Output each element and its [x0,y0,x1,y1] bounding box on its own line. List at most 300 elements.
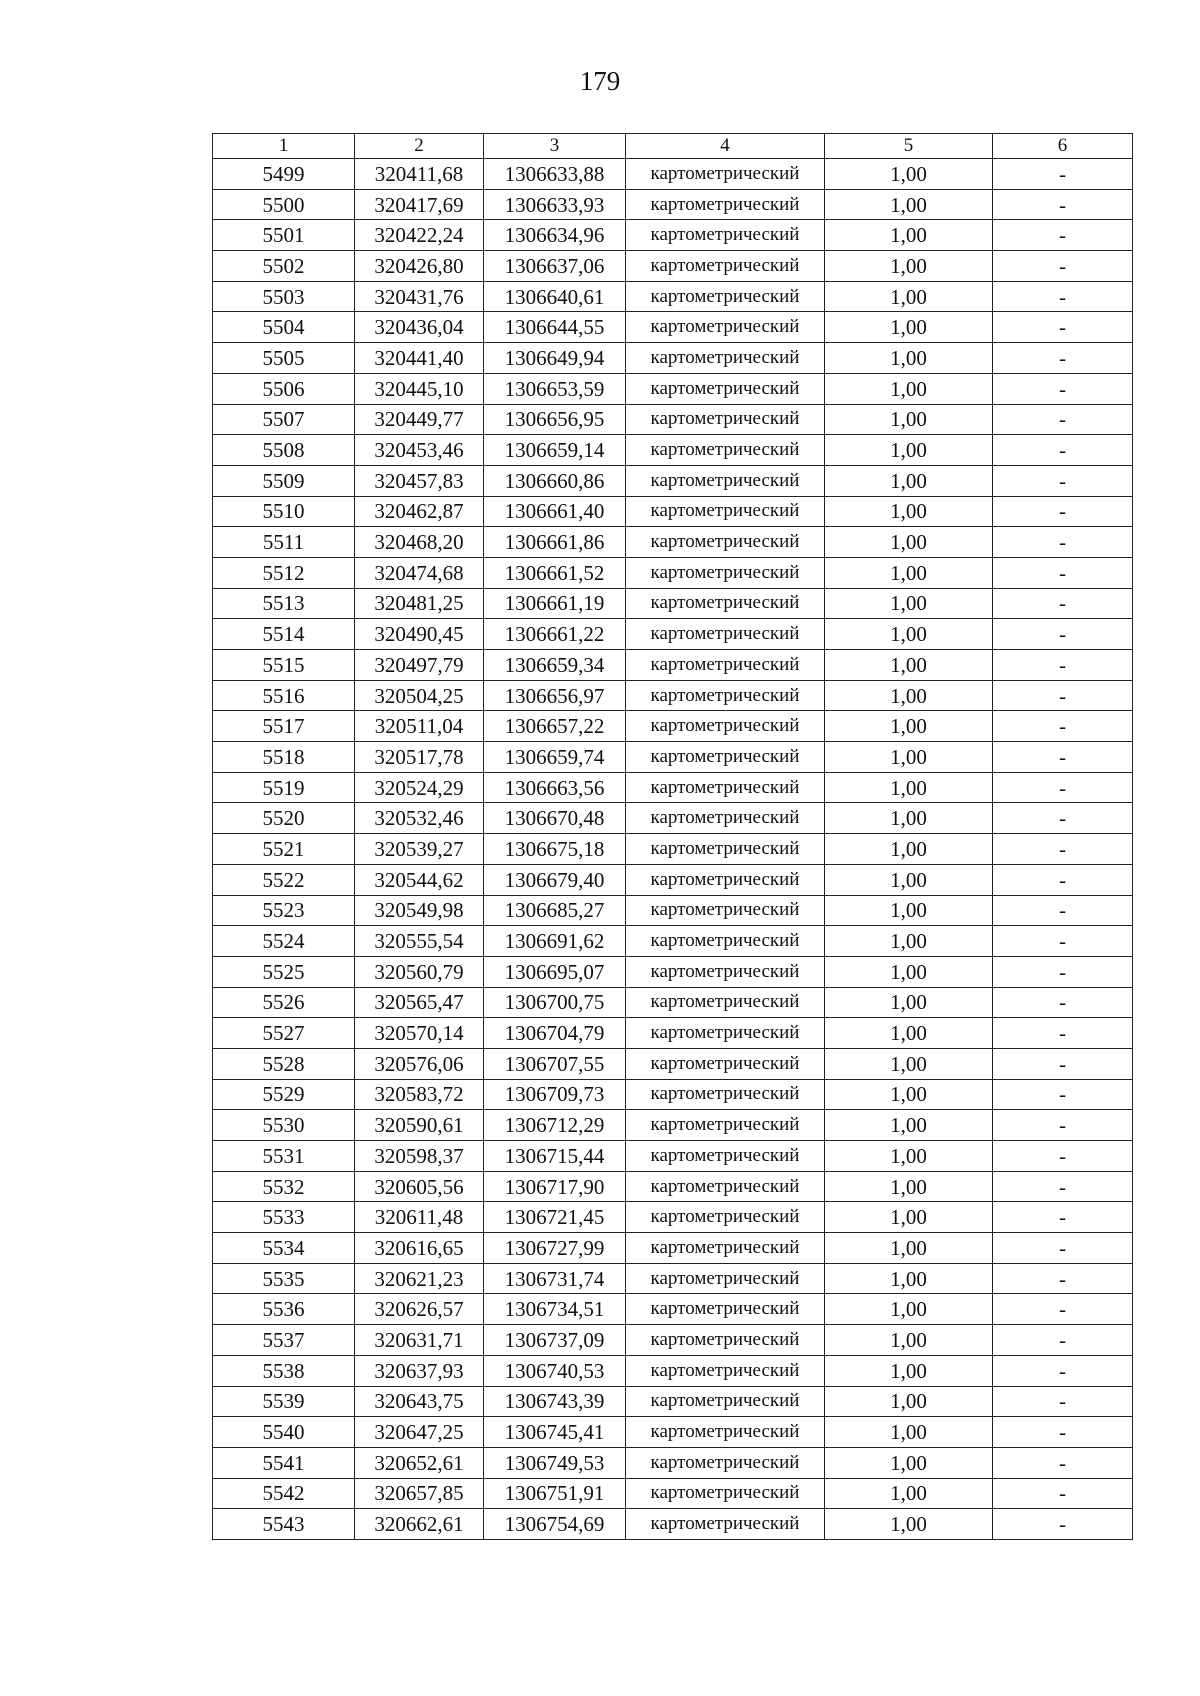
method-cell: картометрический [626,1018,825,1049]
accuracy-cell: 1,00 [825,895,993,926]
table-row [213,527,1133,558]
accuracy-cell: 1,00 [825,1263,993,1294]
method-cell: картометрический [626,435,825,466]
note-cell: - [993,312,1133,343]
table-row [213,926,1133,957]
table-row [213,1447,1133,1478]
table-row [213,895,1133,926]
method-cell: картометрический [626,711,825,742]
point-number-cell: 5529 [213,1079,355,1110]
accuracy-cell: 1,00 [825,343,993,374]
y-coordinate-cell: 1306633,88 [484,159,626,190]
point-number-cell: 5506 [213,373,355,404]
x-coordinate-cell: 320560,79 [355,956,484,987]
table-row [213,404,1133,435]
note-cell: - [993,1233,1133,1264]
point-number-cell: 5517 [213,711,355,742]
note-cell: - [993,619,1133,650]
accuracy-cell: 1,00 [825,404,993,435]
column-header: 2 [355,134,484,159]
y-coordinate-cell: 1306661,40 [484,496,626,527]
note-cell: - [993,159,1133,190]
x-coordinate-cell: 320445,10 [355,373,484,404]
accuracy-cell: 1,00 [825,619,993,650]
accuracy-cell: 1,00 [825,1202,993,1233]
point-number-cell: 5499 [213,159,355,190]
y-coordinate-cell: 1306661,19 [484,588,626,619]
x-coordinate-cell: 320647,25 [355,1417,484,1448]
method-cell: картометрический [626,987,825,1018]
note-cell: - [993,1263,1133,1294]
table-body [213,159,1133,1540]
x-coordinate-cell: 320605,56 [355,1171,484,1202]
accuracy-cell: 1,00 [825,864,993,895]
method-cell: картометрический [626,1233,825,1264]
point-number-cell: 5505 [213,343,355,374]
x-coordinate-cell: 320426,80 [355,251,484,282]
table-row [213,1355,1133,1386]
x-coordinate-cell: 320611,48 [355,1202,484,1233]
accuracy-cell: 1,00 [825,189,993,220]
table-row [213,220,1133,251]
y-coordinate-cell: 1306709,73 [484,1079,626,1110]
note-cell: - [993,1018,1133,1049]
point-number-cell: 5519 [213,772,355,803]
y-coordinate-cell: 1306661,52 [484,557,626,588]
method-cell: картометрический [626,189,825,220]
y-coordinate-cell: 1306715,44 [484,1141,626,1172]
page-number: 179 [579,66,621,96]
x-coordinate-cell: 320616,65 [355,1233,484,1264]
accuracy-cell: 1,00 [825,1417,993,1448]
table-row [213,1141,1133,1172]
table-row [213,834,1133,865]
method-cell: картометрический [626,1079,825,1110]
y-coordinate-cell: 1306659,14 [484,435,626,466]
x-coordinate-cell: 320621,23 [355,1263,484,1294]
y-coordinate-cell: 1306731,74 [484,1263,626,1294]
point-number-cell: 5536 [213,1294,355,1325]
point-number-cell: 5518 [213,742,355,773]
method-cell: картометрический [626,588,825,619]
accuracy-cell: 1,00 [825,926,993,957]
method-cell: картометрический [626,895,825,926]
method-cell: картометрический [626,1294,825,1325]
x-coordinate-cell: 320497,79 [355,650,484,681]
column-header: 5 [825,134,993,159]
point-number-cell: 5511 [213,527,355,558]
note-cell: - [993,680,1133,711]
table-row [213,956,1133,987]
note-cell: - [993,1509,1133,1540]
table-row [213,496,1133,527]
point-number-cell: 5501 [213,220,355,251]
table-row [213,1325,1133,1356]
x-coordinate-cell: 320511,04 [355,711,484,742]
point-number-cell: 5504 [213,312,355,343]
note-cell: - [993,926,1133,957]
point-number-cell: 5540 [213,1417,355,1448]
table-row [213,1478,1133,1509]
method-cell: картометрический [626,465,825,496]
note-cell: - [993,1079,1133,1110]
table-row [213,189,1133,220]
accuracy-cell: 1,00 [825,1171,993,1202]
y-coordinate-cell: 1306743,39 [484,1386,626,1417]
accuracy-cell: 1,00 [825,281,993,312]
point-number-cell: 5543 [213,1509,355,1540]
note-cell: - [993,435,1133,466]
method-cell: картометрический [626,1171,825,1202]
point-number-cell: 5514 [213,619,355,650]
method-cell: картометрический [626,1202,825,1233]
point-number-cell: 5515 [213,650,355,681]
x-coordinate-cell: 320637,93 [355,1355,484,1386]
table-row [213,772,1133,803]
accuracy-cell: 1,00 [825,496,993,527]
table-row [213,1509,1133,1540]
point-number-cell: 5524 [213,926,355,957]
table-row [213,1386,1133,1417]
point-number-cell: 5512 [213,557,355,588]
note-cell: - [993,557,1133,588]
method-cell: картометрический [626,1417,825,1448]
y-coordinate-cell: 1306700,75 [484,987,626,1018]
point-number-cell: 5507 [213,404,355,435]
accuracy-cell: 1,00 [825,1233,993,1264]
point-number-cell: 5541 [213,1447,355,1478]
x-coordinate-cell: 320565,47 [355,987,484,1018]
x-coordinate-cell: 320576,06 [355,1048,484,1079]
accuracy-cell: 1,00 [825,373,993,404]
y-coordinate-cell: 1306704,79 [484,1018,626,1049]
note-cell: - [993,1141,1133,1172]
y-coordinate-cell: 1306712,29 [484,1110,626,1141]
accuracy-cell: 1,00 [825,312,993,343]
x-coordinate-cell: 320555,54 [355,926,484,957]
accuracy-cell: 1,00 [825,650,993,681]
point-number-cell: 5513 [213,588,355,619]
y-coordinate-cell: 1306657,22 [484,711,626,742]
accuracy-cell: 1,00 [825,1141,993,1172]
accuracy-cell: 1,00 [825,711,993,742]
accuracy-cell: 1,00 [825,803,993,834]
note-cell: - [993,343,1133,374]
point-number-cell: 5516 [213,680,355,711]
note-cell: - [993,189,1133,220]
method-cell: картометрический [626,251,825,282]
note-cell: - [993,220,1133,251]
accuracy-cell: 1,00 [825,987,993,1018]
y-coordinate-cell: 1306695,07 [484,956,626,987]
note-cell: - [993,1478,1133,1509]
y-coordinate-cell: 1306659,34 [484,650,626,681]
y-coordinate-cell: 1306649,94 [484,343,626,374]
table-row [213,1263,1133,1294]
x-coordinate-cell: 320590,61 [355,1110,484,1141]
point-number-cell: 5534 [213,1233,355,1264]
table-row [213,159,1133,190]
x-coordinate-cell: 320532,46 [355,803,484,834]
accuracy-cell: 1,00 [825,956,993,987]
table-row [213,1110,1133,1141]
x-coordinate-cell: 320631,71 [355,1325,484,1356]
table-row [213,251,1133,282]
y-coordinate-cell: 1306656,95 [484,404,626,435]
table-row [213,1171,1133,1202]
table-row [213,1018,1133,1049]
y-coordinate-cell: 1306663,56 [484,772,626,803]
x-coordinate-cell: 320468,20 [355,527,484,558]
table-row [213,1294,1133,1325]
x-coordinate-cell: 320462,87 [355,496,484,527]
x-coordinate-cell: 320544,62 [355,864,484,895]
x-coordinate-cell: 320474,68 [355,557,484,588]
accuracy-cell: 1,00 [825,1018,993,1049]
x-coordinate-cell: 320441,40 [355,343,484,374]
column-header: 6 [993,134,1133,159]
x-coordinate-cell: 320417,69 [355,189,484,220]
note-cell: - [993,588,1133,619]
method-cell: картометрический [626,373,825,404]
table-row [213,435,1133,466]
y-coordinate-cell: 1306727,99 [484,1233,626,1264]
table-row [213,1417,1133,1448]
table-header-row [213,134,1133,159]
x-coordinate-cell: 320583,72 [355,1079,484,1110]
accuracy-cell: 1,00 [825,772,993,803]
y-coordinate-cell: 1306707,55 [484,1048,626,1079]
table-row [213,281,1133,312]
note-cell: - [993,1048,1133,1079]
y-coordinate-cell: 1306656,97 [484,680,626,711]
y-coordinate-cell: 1306754,69 [484,1509,626,1540]
point-number-cell: 5535 [213,1263,355,1294]
method-cell: картометрический [626,956,825,987]
note-cell: - [993,1171,1133,1202]
method-cell: картометрический [626,864,825,895]
table-row [213,987,1133,1018]
y-coordinate-cell: 1306740,53 [484,1355,626,1386]
method-cell: картометрический [626,834,825,865]
point-number-cell: 5509 [213,465,355,496]
note-cell: - [993,373,1133,404]
note-cell: - [993,742,1133,773]
table-row [213,803,1133,834]
point-number-cell: 5508 [213,435,355,466]
y-coordinate-cell: 1306644,55 [484,312,626,343]
accuracy-cell: 1,00 [825,1079,993,1110]
table-row [213,1202,1133,1233]
y-coordinate-cell: 1306637,06 [484,251,626,282]
table-row [213,1048,1133,1079]
table-row [213,619,1133,650]
note-cell: - [993,772,1133,803]
column-header: 3 [484,134,626,159]
y-coordinate-cell: 1306661,22 [484,619,626,650]
note-cell: - [993,650,1133,681]
y-coordinate-cell: 1306734,51 [484,1294,626,1325]
y-coordinate-cell: 1306640,61 [484,281,626,312]
method-cell: картометрический [626,803,825,834]
x-coordinate-cell: 320524,29 [355,772,484,803]
accuracy-cell: 1,00 [825,1048,993,1079]
accuracy-cell: 1,00 [825,742,993,773]
accuracy-cell: 1,00 [825,1294,993,1325]
accuracy-cell: 1,00 [825,1110,993,1141]
y-coordinate-cell: 1306751,91 [484,1478,626,1509]
point-number-cell: 5523 [213,895,355,926]
table-row [213,864,1133,895]
note-cell: - [993,1325,1133,1356]
accuracy-cell: 1,00 [825,159,993,190]
note-cell: - [993,864,1133,895]
note-cell: - [993,834,1133,865]
note-cell: - [993,1202,1133,1233]
note-cell: - [993,281,1133,312]
note-cell: - [993,1447,1133,1478]
point-number-cell: 5503 [213,281,355,312]
method-cell: картометрический [626,159,825,190]
note-cell: - [993,404,1133,435]
table-row [213,1233,1133,1264]
x-coordinate-cell: 320457,83 [355,465,484,496]
point-number-cell: 5502 [213,251,355,282]
table-row [213,711,1133,742]
point-number-cell: 5521 [213,834,355,865]
y-coordinate-cell: 1306721,45 [484,1202,626,1233]
y-coordinate-cell: 1306634,96 [484,220,626,251]
y-coordinate-cell: 1306670,48 [484,803,626,834]
method-cell: картометрический [626,404,825,435]
x-coordinate-cell: 320431,76 [355,281,484,312]
table-row [213,343,1133,374]
point-number-cell: 5542 [213,1478,355,1509]
x-coordinate-cell: 320652,61 [355,1447,484,1478]
method-cell: картометрический [626,1325,825,1356]
method-cell: картометрический [626,1048,825,1079]
note-cell: - [993,956,1133,987]
method-cell: картометрический [626,1110,825,1141]
y-coordinate-cell: 1306737,09 [484,1325,626,1356]
point-number-cell: 5527 [213,1018,355,1049]
accuracy-cell: 1,00 [825,680,993,711]
y-coordinate-cell: 1306749,53 [484,1447,626,1478]
y-coordinate-cell: 1306679,40 [484,864,626,895]
method-cell: картометрический [626,1478,825,1509]
method-cell: картометрический [626,1263,825,1294]
accuracy-cell: 1,00 [825,1386,993,1417]
table-row [213,742,1133,773]
method-cell: картометрический [626,742,825,773]
method-cell: картометрический [626,1355,825,1386]
accuracy-cell: 1,00 [825,1509,993,1540]
method-cell: картометрический [626,343,825,374]
x-coordinate-cell: 320490,45 [355,619,484,650]
table-row [213,1079,1133,1110]
x-coordinate-cell: 320657,85 [355,1478,484,1509]
table-row [213,650,1133,681]
column-header: 1 [213,134,355,159]
x-coordinate-cell: 320662,61 [355,1509,484,1540]
x-coordinate-cell: 320570,14 [355,1018,484,1049]
note-cell: - [993,527,1133,558]
point-number-cell: 5532 [213,1171,355,1202]
accuracy-cell: 1,00 [825,834,993,865]
note-cell: - [993,465,1133,496]
point-number-cell: 5530 [213,1110,355,1141]
x-coordinate-cell: 320643,75 [355,1386,484,1417]
x-coordinate-cell: 320539,27 [355,834,484,865]
y-coordinate-cell: 1306660,86 [484,465,626,496]
point-number-cell: 5531 [213,1141,355,1172]
coordinates-table [212,133,1133,1540]
y-coordinate-cell: 1306675,18 [484,834,626,865]
method-cell: картометрический [626,1386,825,1417]
method-cell: картометрический [626,496,825,527]
note-cell: - [993,711,1133,742]
note-cell: - [993,895,1133,926]
x-coordinate-cell: 320481,25 [355,588,484,619]
accuracy-cell: 1,00 [825,220,993,251]
x-coordinate-cell: 320626,57 [355,1294,484,1325]
note-cell: - [993,251,1133,282]
y-coordinate-cell: 1306691,62 [484,926,626,957]
accuracy-cell: 1,00 [825,435,993,466]
note-cell: - [993,1355,1133,1386]
y-coordinate-cell: 1306717,90 [484,1171,626,1202]
accuracy-cell: 1,00 [825,251,993,282]
point-number-cell: 5526 [213,987,355,1018]
accuracy-cell: 1,00 [825,527,993,558]
point-number-cell: 5537 [213,1325,355,1356]
accuracy-cell: 1,00 [825,588,993,619]
y-coordinate-cell: 1306685,27 [484,895,626,926]
y-coordinate-cell: 1306653,59 [484,373,626,404]
method-cell: картометрический [626,281,825,312]
x-coordinate-cell: 320422,24 [355,220,484,251]
x-coordinate-cell: 320598,37 [355,1141,484,1172]
method-cell: картометрический [626,772,825,803]
y-coordinate-cell: 1306661,86 [484,527,626,558]
point-number-cell: 5538 [213,1355,355,1386]
note-cell: - [993,1386,1133,1417]
y-coordinate-cell: 1306659,74 [484,742,626,773]
point-number-cell: 5528 [213,1048,355,1079]
x-coordinate-cell: 320453,46 [355,435,484,466]
method-cell: картометрический [626,1509,825,1540]
note-cell: - [993,803,1133,834]
accuracy-cell: 1,00 [825,1325,993,1356]
note-cell: - [993,1417,1133,1448]
method-cell: картометрический [626,1141,825,1172]
table-row [213,373,1133,404]
table-row [213,312,1133,343]
accuracy-cell: 1,00 [825,1355,993,1386]
x-coordinate-cell: 320549,98 [355,895,484,926]
accuracy-cell: 1,00 [825,557,993,588]
column-header: 4 [626,134,825,159]
method-cell: картометрический [626,619,825,650]
note-cell: - [993,1294,1133,1325]
point-number-cell: 5500 [213,189,355,220]
note-cell: - [993,496,1133,527]
note-cell: - [993,1110,1133,1141]
method-cell: картометрический [626,1447,825,1478]
x-coordinate-cell: 320411,68 [355,159,484,190]
accuracy-cell: 1,00 [825,465,993,496]
y-coordinate-cell: 1306745,41 [484,1417,626,1448]
